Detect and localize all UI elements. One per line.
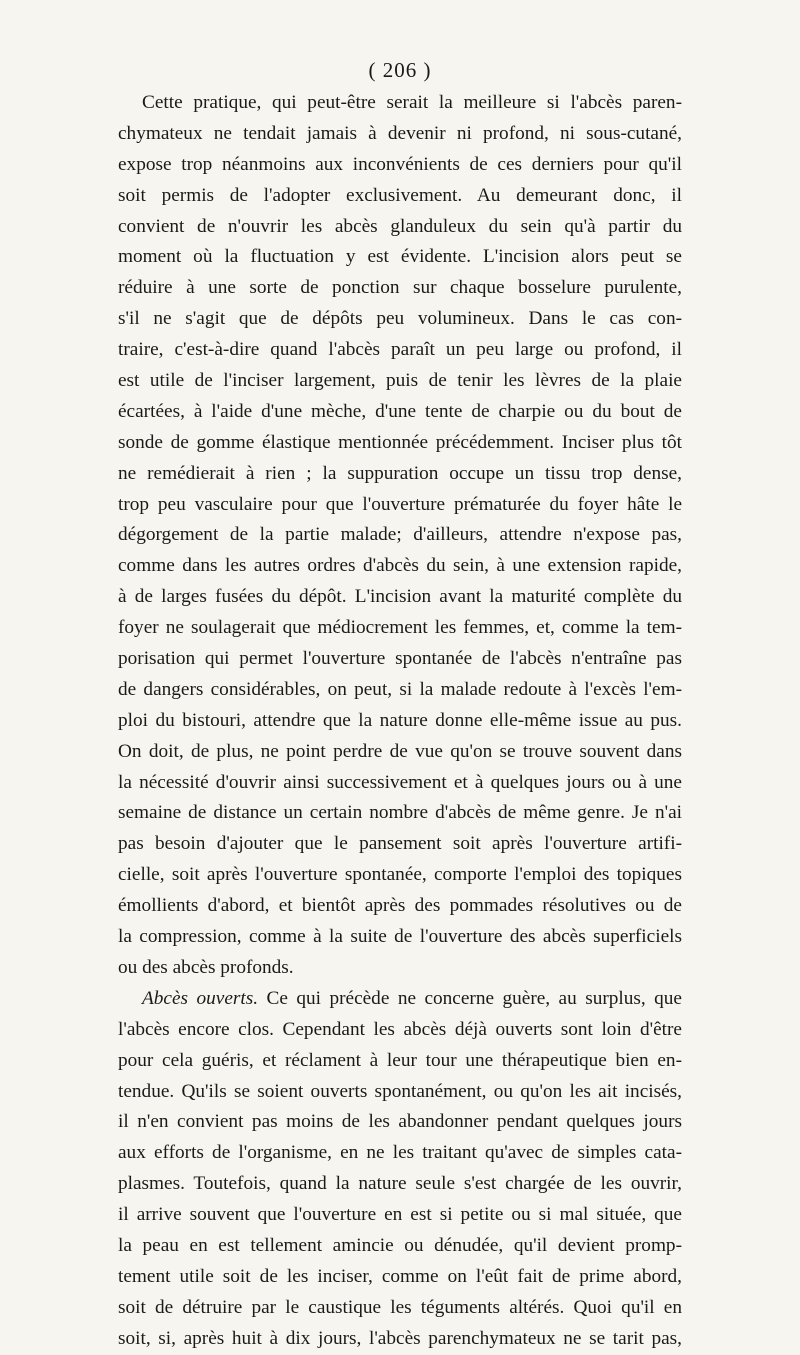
text-line: traire, c'est-à-dire quand l'abcès paraît un peu large ou profond, il (118, 339, 682, 361)
text-line: chymateux ne tendait jamais à devenir ni profond, ni sous-cutané, (118, 122, 682, 144)
text-line: comme dans les autres ordres d'abcès du sein, à une extension rapide, (118, 555, 682, 577)
page-number: ( 206 ) (368, 58, 432, 82)
text-line: cielle, soit après l'ouverture spontanée, comporte l'emploi des topiques (118, 864, 682, 886)
text-line: ne remédierait à rien ; la suppuration occupe un tissu trop dense, (118, 462, 682, 484)
text-line: s'il ne s'agit que de dépôts peu volumineux. Dans le cas con- (118, 308, 682, 330)
text-line: soit permis de l'adopter exclusivement. Au demeurant donc, il (118, 184, 682, 206)
text-line: foyer ne soulagerait que médiocrement les femmes, et, comme la tem- (118, 617, 682, 639)
text-line: émollients d'abord, et bientôt après des pommades résolutives ou de (118, 895, 682, 917)
section-heading: Abcès ouverts. (142, 987, 259, 1009)
text-line: semaine de distance un certain nombre d'abcès de même genre. Je n'ai (118, 802, 682, 824)
text-line: soit de détruire par le caustique les téguments altérés. Quoi qu'il en (118, 1296, 682, 1318)
text-line: la compression, comme à la suite de l'ouverture des abcès superficiels (118, 926, 682, 948)
text-line: aux efforts de l'organisme, en ne les traitant qu'avec de simples cata- (118, 1142, 682, 1164)
text-line: la nécessité d'ouvrir ainsi successivement et à quelques jours ou à une (118, 771, 682, 793)
text-line: de dangers considérables, on peut, si la malade redoute à l'excès l'em- (118, 678, 682, 700)
text-line: expose trop néanmoins aux inconvénients de ces derniers pour qu'il (118, 153, 682, 175)
text-line: dégorgement de la partie malade; d'ailleurs, attendre n'expose pas, (118, 524, 682, 546)
paragraph-1 (118, 88, 682, 984)
text-line: tement utile soit de les inciser, comme on l'eût fait de prime abord, (118, 1265, 682, 1287)
text-line: réduire à une sorte de ponction sur chaque bosselure purulente, (118, 277, 682, 299)
text-line: pas besoin d'ajouter que le pansement soit après l'ouverture artifi- (118, 833, 682, 855)
text-line: il arrive souvent que l'ouverture en est si petite ou si mal située, que (118, 1204, 682, 1226)
text-line: à de larges fusées du dépôt. L'incision avant la maturité complète du (118, 586, 682, 608)
text-line: ploi du bistouri, attendre que la nature donne elle-même issue au pus. (118, 709, 682, 731)
text-line: trop peu vasculaire pour que l'ouverture prématurée du foyer hâte le (118, 493, 682, 515)
text-line: écartées, à l'aide d'une mèche, d'une tente de charpie ou du bout de (118, 400, 682, 422)
text-line: Cette pratique, qui peut-être serait la meilleure si l'abcès paren- (142, 92, 682, 113)
text-line: il n'en convient pas moins de les abandonner pendant quelques jours (118, 1111, 682, 1133)
text-line: l'abcès encore clos. Cependant les abcès déjà ouverts sont loin d'être (118, 1018, 682, 1040)
text-line: pour cela guéris, et réclament à leur tour une thérapeutique bien en- (118, 1049, 682, 1071)
text-line: soit, si, après huit à dix jours, l'abcès parenchymateux ne se tarit pas, (118, 1327, 682, 1349)
text-line: ou des abcès profonds. (118, 956, 294, 978)
text-line: plasmes. Toutefois, quand la nature seule s'est chargée de les ouvrir, (118, 1173, 682, 1195)
text-line: moment où la fluctuation y est évidente. L'incision alors peut se (118, 246, 682, 268)
text-line: est utile de l'inciser largement, puis de tenir les lèvres de la plaie (118, 370, 682, 392)
body-text (118, 88, 682, 1355)
text-fragment: Ce qui précède ne concerne guère, au surplus, que (266, 987, 682, 1009)
text-line: porisation qui permet l'ouverture spontanée de l'abcès n'entraîne pas (118, 648, 682, 670)
paragraph-2 (118, 984, 682, 1355)
text-line: tendue. Qu'ils se soient ouverts spontanément, ou qu'on les ait incisés, (118, 1080, 682, 1102)
text-line: convient de n'ouvrir les abcès glanduleux du sein qu'à partir du (118, 215, 682, 237)
text-line (118, 984, 682, 1015)
text-line: On doit, de plus, ne point perdre de vue qu'on se trouve souvent dans (118, 740, 682, 762)
text-line: sonde de gomme élastique mentionnée précédemment. Inciser plus tôt (118, 431, 682, 453)
text-line: la peau en est tellement amincie ou dénudée, qu'il devient promp- (118, 1234, 682, 1256)
